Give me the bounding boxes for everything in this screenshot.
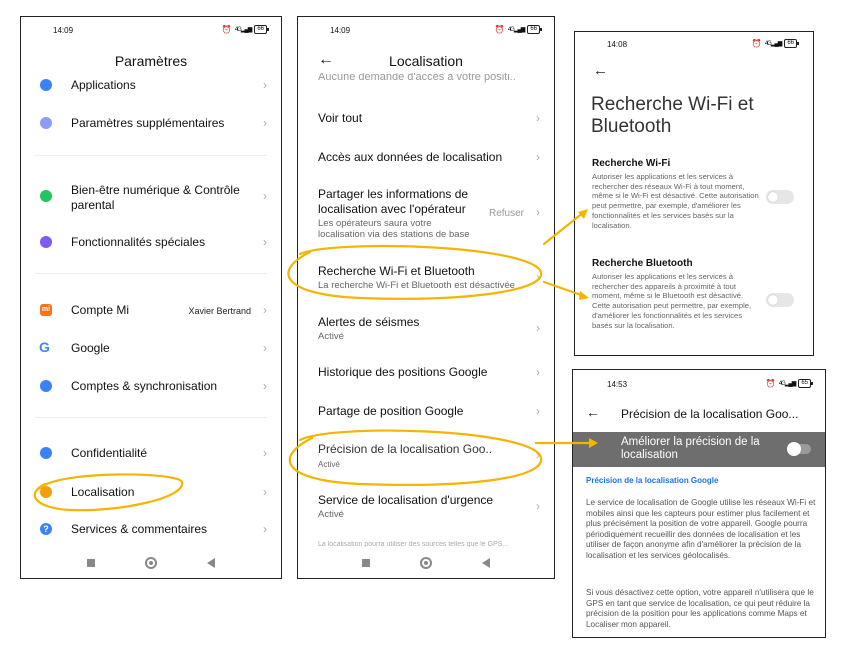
settings-item-location[interactable]: Localisation › [21,482,281,506]
cut-off-text: Aucune demande d'accès à votre positi.. [318,73,516,83]
divider [35,155,267,156]
google-accuracy-screen [572,369,826,638]
google-g-icon: G [39,339,50,355]
status-bar [298,17,554,41]
alarm-icon: ⏰ [494,25,505,34]
chevron-right-icon: › [263,303,267,317]
cut-off-text: La localisation pourra utiliser des sources telles que le GPS... [318,541,509,547]
mi-logo-icon: mi [40,304,52,316]
toggle-label: Améliorer la précision de la localisation [621,436,760,461]
setting-value: Refuser [488,208,524,219]
location-item-earthquake-alerts[interactable]: Alertes de séismes Activé › [318,315,540,342]
location-item-data-access[interactable]: Accès aux données de localisation › [318,150,540,164]
alarm-icon: ⏰ [765,379,776,388]
chevron-right-icon: › [536,365,540,379]
signal-icon: 4G▂▄▆ [234,27,252,33]
recents-button[interactable] [362,559,370,567]
location-item-emergency[interactable]: Service de localisation d'urgence Activé › [318,493,540,520]
status-time: 14:53 [607,380,628,389]
chevron-right-icon: › [263,522,267,536]
chevron-right-icon: › [536,111,540,125]
page-title: Paramètres [114,53,188,69]
back-arrow-icon[interactable]: ← [318,51,334,68]
chevron-right-icon: › [536,270,540,284]
home-button[interactable] [420,557,432,569]
page-title: Localisation [389,53,463,69]
chevron-right-icon: › [263,116,267,130]
navigation-bar [21,552,281,574]
more-dots-icon [40,117,52,129]
section-description: Autoriser les applications et les services à rechercher des appareils à proximité à tout moment, même si le Bluetooth est désactivé. Cette autorisation peut permettre, par exemple, d'améliorer les fonctionnalités et les services basés sur la localisation. [592,272,752,330]
gear-icon [40,79,52,91]
battery-icon: 66 [527,25,540,34]
status-time: 14:09 [53,26,74,35]
settings-item-privacy[interactable]: Confidentialité › [21,443,281,467]
section-title: Recherche Wi-Fi [592,158,671,169]
settings-item-mi-account[interactable]: mi Compte Mi Xavier Bertrand › [41,303,267,317]
location-pin-icon [40,486,52,498]
help-icon: ? [40,523,52,535]
section-description: Autoriser les applications et les services à rechercher des réseaux Wi-Fi à tout moment, même si le Wi-Fi est désactivé. Cette autorisation peut permettre, par exemple, d'améliorer les fonctionnalités et les services basés sur la localisation. [592,172,759,230]
signal-icon: 4G▂▄▆ [764,41,782,47]
chevron-right-icon: › [263,235,267,249]
back-arrow-icon[interactable]: ← [586,404,600,420]
improve-accuracy-toggle[interactable] [789,444,811,454]
settings-item-special-features[interactable]: Fonctionnalités spéciales › [21,232,281,256]
person-icon [40,380,52,392]
location-item-google-history[interactable]: Historique des positions Google › [318,365,540,379]
location-item-see-all[interactable]: Voir tout › [318,111,540,125]
chevron-right-icon: › [263,189,267,203]
battery-icon: 66 [254,25,267,34]
home-button[interactable] [145,557,157,569]
settings-item-google[interactable]: G Google › [39,339,267,355]
divider [35,273,267,274]
settings-item-additional[interactable]: Paramètres supplémentaires › [21,113,281,137]
settings-item-wellbeing[interactable]: Bien-être numérique & Contrôle parental › [21,181,281,215]
location-item-share-operator[interactable]: Partager les informations de localisation avec l'opérateur Les opérateurs saura votre localisation via des stations de base Refuser › [318,187,540,240]
page-title: Précision de la localisation Goo... [621,407,799,421]
battery-icon: 66 [784,39,797,48]
alarm-icon: ⏰ [221,25,232,34]
status-bar [575,32,813,56]
status-time: 14:09 [330,26,351,35]
status-time: 14:08 [607,40,628,49]
page-title: Recherche Wi-Fi et Bluetooth [591,94,754,137]
wifi-bt-scan-screen [574,31,814,356]
signal-icon: 4G▂▄▆ [507,27,525,33]
wellbeing-icon [40,190,52,202]
location-item-wifi-bt-scan[interactable]: Recherche Wi-Fi et Bluetooth La recherche Wi-Fi et Bluetooth est désactivée › [318,264,540,291]
location-item-google-accuracy[interactable]: Précision de la localisation Goo.. Activé › [318,442,540,469]
back-arrow-icon[interactable]: ← [593,62,608,79]
chevron-right-icon: › [263,485,267,499]
navigation-bar [298,552,554,574]
improve-accuracy-row[interactable] [573,432,825,467]
account-name: Xavier Bertrand [188,306,251,316]
divider [35,417,267,418]
chevron-right-icon: › [263,379,267,393]
back-nav-button[interactable] [482,558,490,568]
eye-icon [40,447,52,459]
chevron-right-icon: › [536,205,540,219]
status-bar [573,370,825,394]
special-features-icon [40,236,52,248]
description-paragraph: Si vous désactivez cette option, votre appareil n'utilisera que le GPS en tant que service de localisation, ce qui peut réduire la précision de la position pour les applications comme Maps et Localiser mon appareil. [586,588,814,629]
google-accuracy-link[interactable]: Précision de la localisation Google [586,476,719,485]
settings-item-services-feedback[interactable]: ? Services & commentaires › [21,519,281,543]
chevron-right-icon: › [263,446,267,460]
back-nav-button[interactable] [207,558,215,568]
chevron-right-icon: › [536,448,540,462]
chevron-right-icon: › [536,499,540,513]
chevron-right-icon: › [536,150,540,164]
chevron-right-icon: › [263,341,267,355]
description-paragraph: Le service de localisation de Google utilise les réseaux Wi-Fi et mobiles ainsi que les capteurs pour estimer plus facilement et plus précisément la position de votre appareil. Google pourra périodiquement recueillir des données de localisation et les utiliser de façon anonyme afin d'améliorer la précision de la localisation et les services géolocalisés. [586,498,816,560]
section-title: Recherche Bluetooth [592,258,693,269]
location-item-google-sharing[interactable]: Partage de position Google › [318,404,540,418]
settings-item-applications[interactable]: Applications › [21,75,281,99]
alarm-icon: ⏰ [751,39,762,48]
settings-screen [20,16,282,579]
chevron-right-icon: › [536,404,540,418]
chevron-right-icon: › [263,78,267,92]
bluetooth-scan-toggle[interactable] [766,293,794,307]
battery-icon: 65 [798,379,811,388]
location-screen [297,16,555,579]
status-bar [21,17,281,41]
wifi-scan-toggle[interactable] [766,190,794,204]
recents-button[interactable] [87,559,95,567]
settings-item-accounts-sync[interactable]: Comptes & synchronisation › [21,376,281,400]
signal-icon: 4G▂▄▆ [778,381,796,387]
chevron-right-icon: › [536,321,540,335]
